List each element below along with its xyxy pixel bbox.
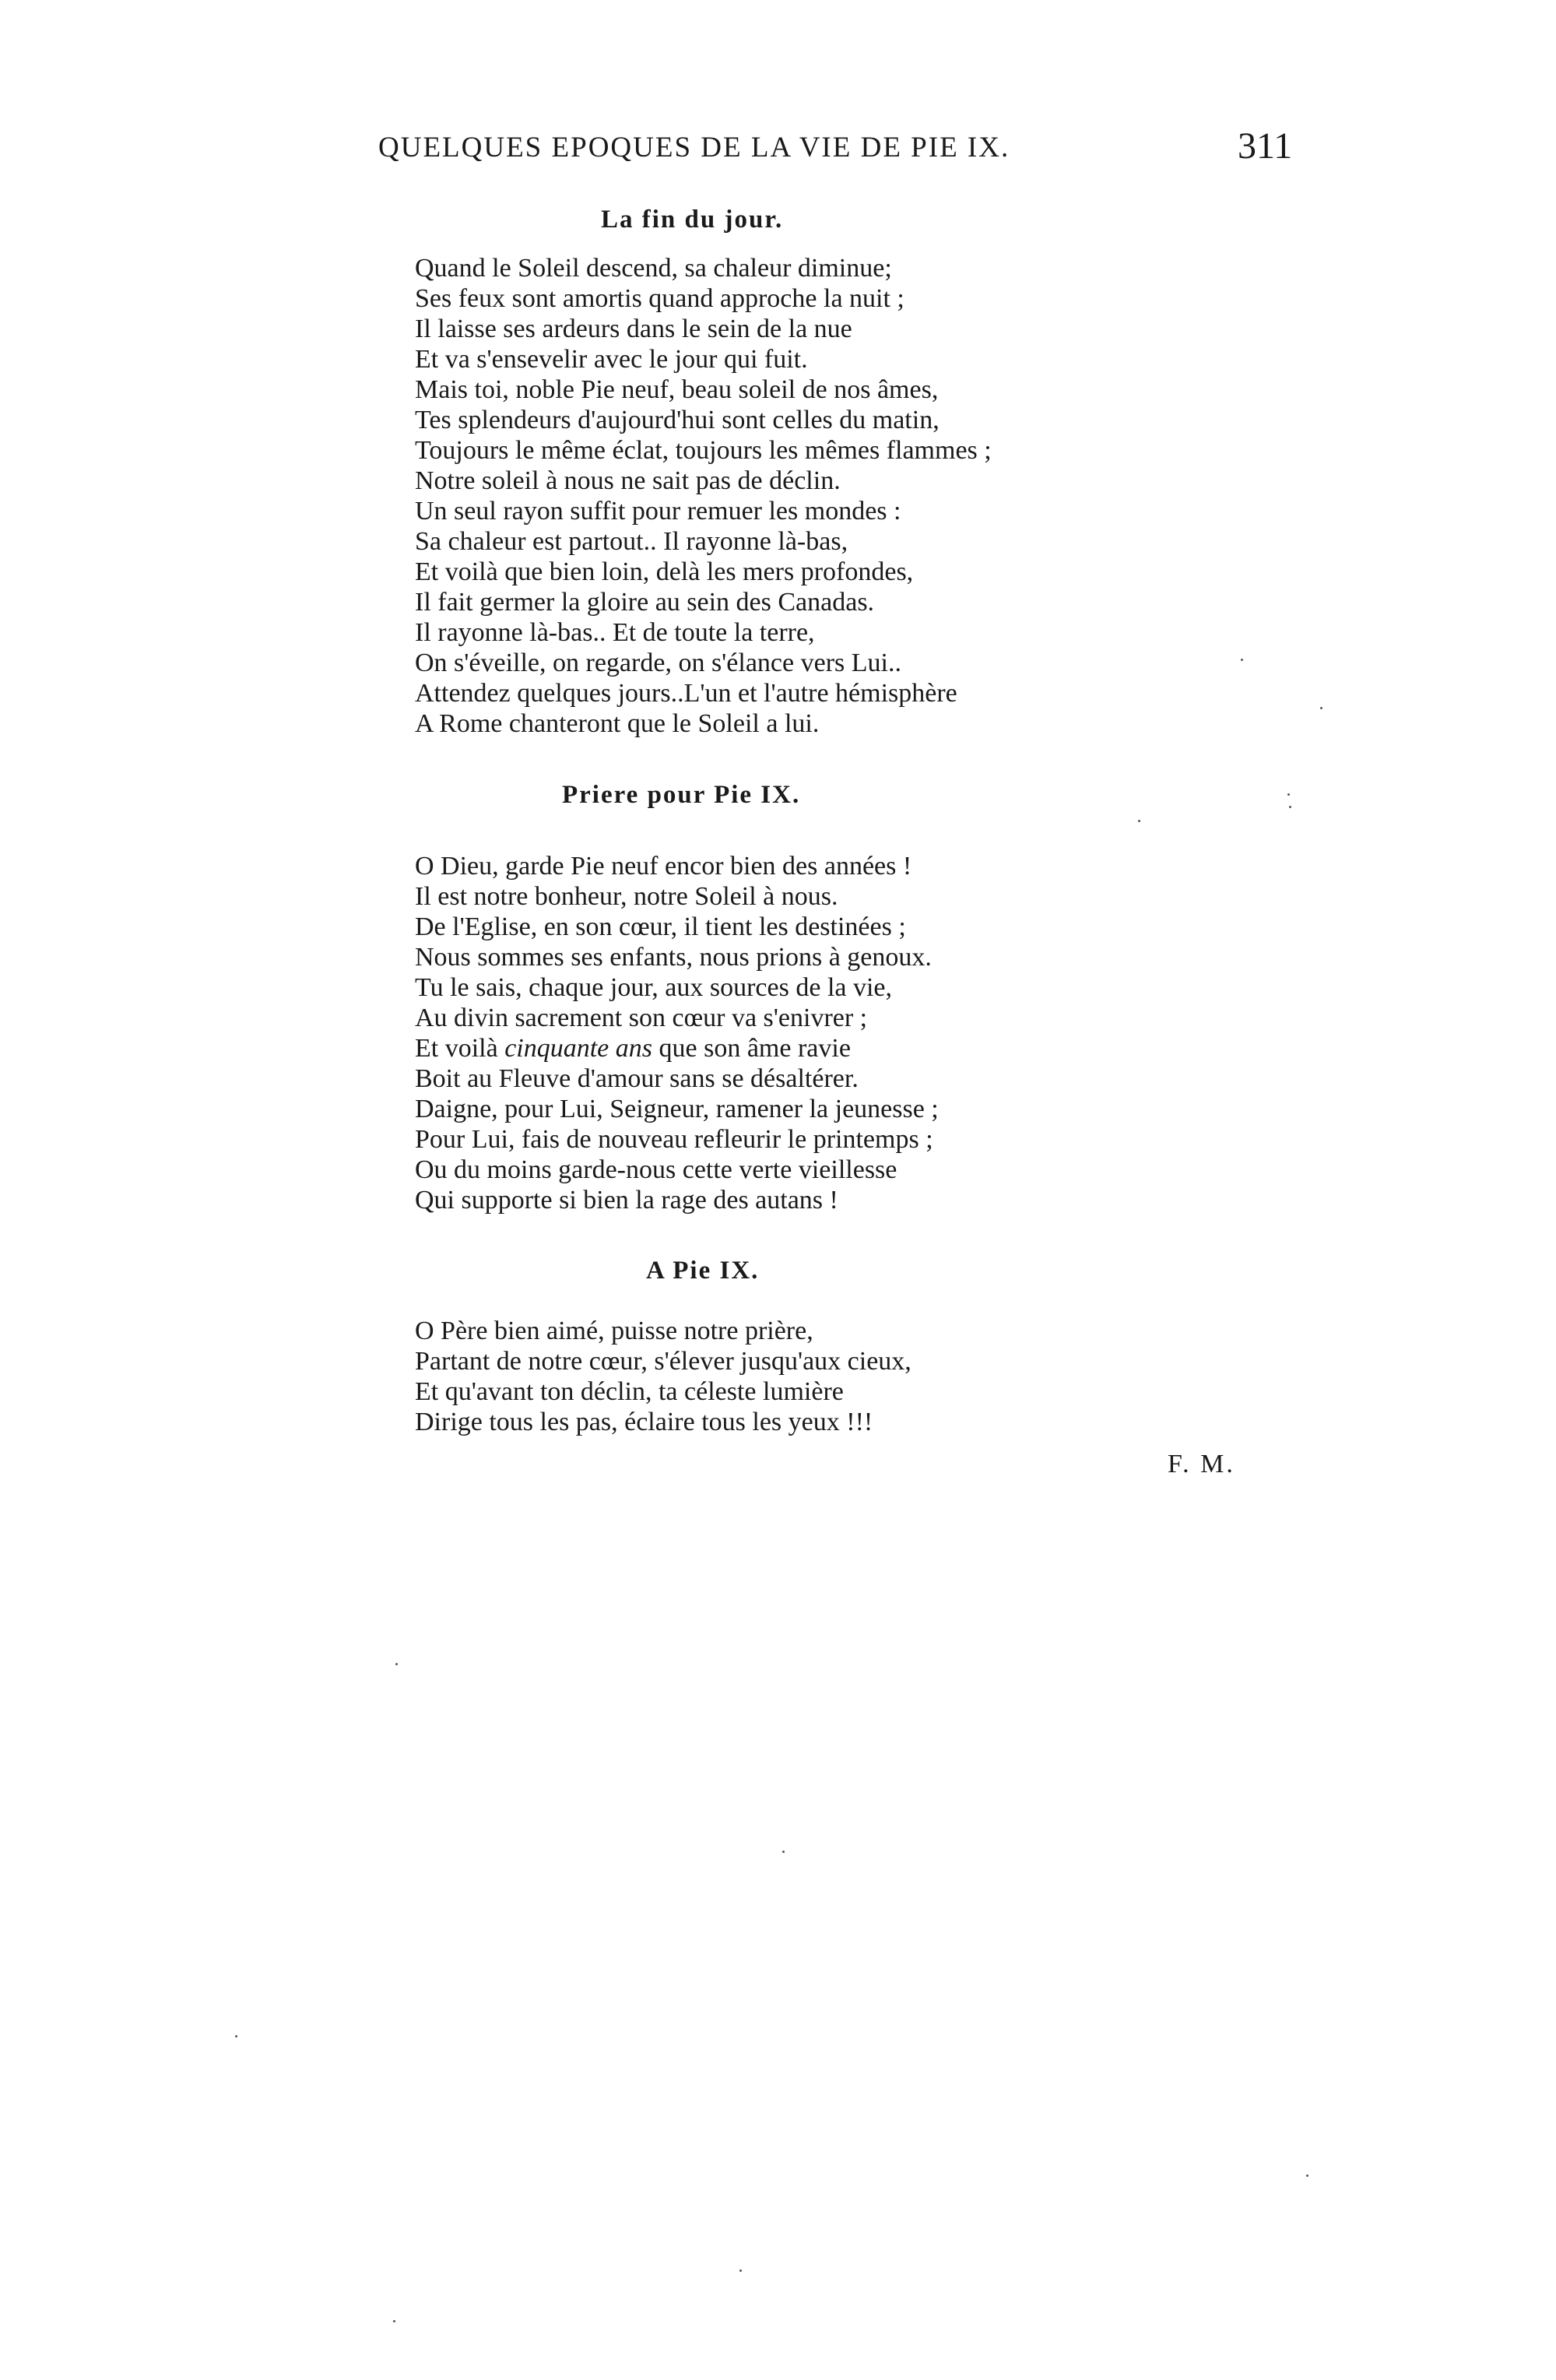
poem-line: Ses feux sont amortis quand approche la nuit ;: [415, 284, 904, 313]
author-signature: F. M.: [1168, 1450, 1235, 1478]
poem-a-pie-ix: [415, 1316, 1193, 1437]
poem-line: Et va s'ensevelir avec le jour qui fuit.: [415, 345, 808, 374]
poem-line: Notre soleil à nous ne sait pas de déclin.: [415, 466, 841, 495]
scan-speck: [395, 1663, 398, 1665]
poem-line: O Père bien aimé, puisse notre prière,: [415, 1317, 813, 1345]
poem-line: Il laisse ses ardeurs dans le sein de la nue: [415, 315, 852, 343]
poem-line: Ou du moins garde-nous cette verte vieillesse: [415, 1155, 897, 1184]
poem-line: Sa chaleur est partout.. Il rayonne là-bas,: [415, 527, 848, 556]
poem-line: Il est notre bonheur, notre Soleil à nous.: [415, 882, 838, 911]
poem-line: Et qu'avant ton déclin, ta céleste lumière: [415, 1377, 844, 1406]
poem-line: Nous sommes ses enfants, nous prions à genoux.: [415, 943, 932, 972]
scan-speck: [393, 2320, 395, 2322]
poem-title-a-pie-ix: A Pie IX.: [646, 1257, 760, 1285]
poem-line: Partant de notre cœur, s'élever jusqu'aux cieux,: [415, 1347, 911, 1376]
page-number: 311: [1238, 125, 1293, 167]
poem-line: Dirige tous les pas, éclaire tous les yeux !!!: [415, 1408, 873, 1436]
poem-line: Tu le sais, chaque jour, aux sources de la vie,: [415, 973, 893, 1002]
poem-line: Tes splendeurs d'aujourd'hui sont celles du matin,: [415, 406, 940, 434]
scan-speck: [1241, 659, 1243, 661]
poem-line: A Rome chanteront que le Soleil a lui.: [415, 709, 820, 738]
poem-line: De l'Eglise, en son cœur, il tient les destinées ;: [415, 912, 906, 941]
poem-line: Mais toi, noble Pie neuf, beau soleil de nos âmes,: [415, 375, 939, 404]
scan-speck: [1287, 793, 1290, 796]
poem-title-la-fin-du-jour: La fin du jour.: [601, 206, 784, 234]
poem-line: Daigne, pour Lui, Seigneur, ramener la jeunesse ;: [415, 1095, 939, 1123]
poem-line: Toujours le même éclat, toujours les mêmes flammes ;: [415, 436, 992, 465]
scan-speck: [1320, 707, 1322, 709]
poem-la-fin-du-jour: [415, 253, 1193, 739]
poem-line: Il fait germer la gloire au sein des Canadas.: [415, 588, 875, 617]
poem-title-priere-pour-pie-ix: Priere pour Pie IX.: [562, 781, 801, 809]
poem-line-with-italic: Et voilà cinquante ans que son âme ravie: [415, 1034, 851, 1063]
poem-line: Un seul rayon suffit pour remuer les mondes :: [415, 497, 901, 526]
scan-speck: [739, 2269, 742, 2272]
italic-phrase: cinquante ans: [504, 1034, 653, 1063]
scan-speck: [1138, 820, 1140, 822]
poem-line: Il rayonne là-bas.. Et de toute la terre,: [415, 618, 815, 647]
scan-speck: [235, 2035, 237, 2037]
poem-line: On s'éveille, on regarde, on s'élance vers Lui..: [415, 649, 901, 677]
poem-line: Quand le Soleil descend, sa chaleur diminue;: [415, 254, 892, 283]
poem-line: O Dieu, garde Pie neuf encor bien des années !: [415, 852, 912, 881]
poem-line: Pour Lui, fais de nouveau refleurir le printemps ;: [415, 1125, 933, 1154]
scan-speck: [1289, 806, 1291, 808]
poem-priere-pour-pie-ix: [415, 851, 1193, 1215]
scan-speck: [782, 1851, 785, 1853]
poem-line: Au divin sacrement son cœur va s'enivrer ;: [415, 1004, 868, 1032]
poem-line: Boit au Fleuve d'amour sans se désaltérer.: [415, 1064, 859, 1093]
running-title: QUELQUES EPOQUES DE LA VIE DE PIE IX.: [378, 132, 1010, 163]
scan-speck: [1306, 2174, 1308, 2177]
poem-line: Qui supporte si bien la rage des autans !: [415, 1186, 838, 1215]
poem-line: Attendez quelques jours..L'un et l'autre hémisphère: [415, 679, 957, 708]
poem-line: Et voilà que bien loin, delà les mers profondes,: [415, 557, 914, 586]
